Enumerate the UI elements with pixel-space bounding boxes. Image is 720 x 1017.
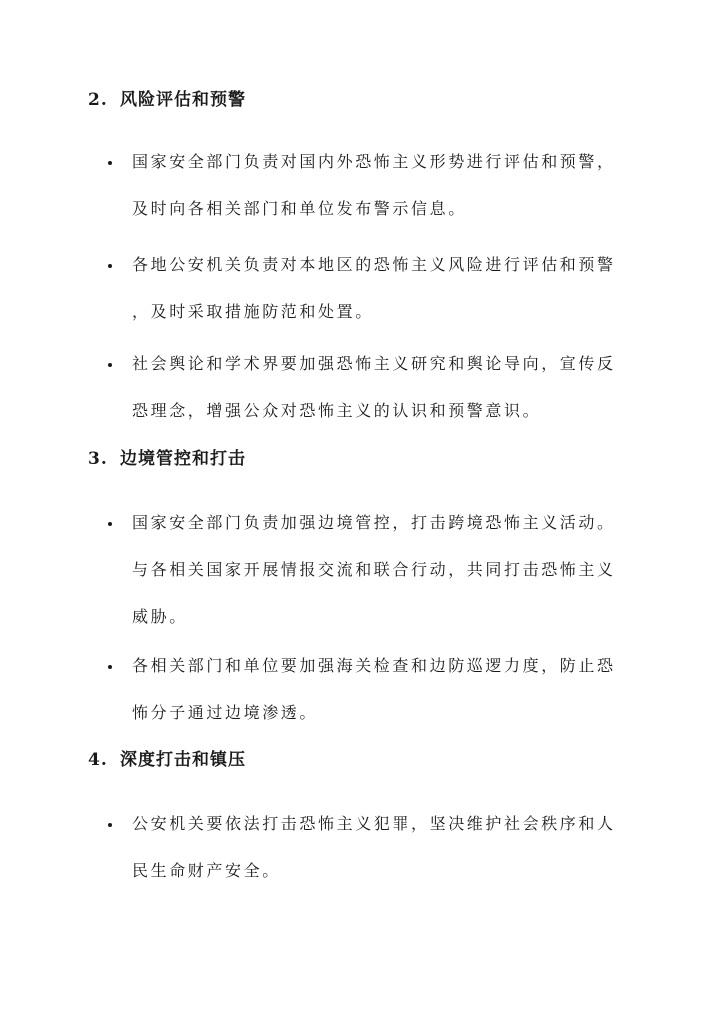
list-item xyxy=(108,511,628,652)
bullet-icon xyxy=(108,522,112,526)
section-number: 3. xyxy=(88,449,108,469)
list-item xyxy=(108,150,628,244)
section-heading-3 xyxy=(88,447,246,471)
list-item xyxy=(108,812,628,906)
list-item-text: 公安机关要依法打击恐怖主义犯罪，坚决维护社会秩序和人 民生命财产安全。 xyxy=(132,814,616,880)
bullet-icon xyxy=(108,264,112,268)
section-heading-4 xyxy=(88,748,246,772)
section-number: 4. xyxy=(88,750,108,770)
section-heading-2 xyxy=(88,88,246,112)
section-title: 边境管控和打击 xyxy=(120,449,246,469)
bullet-icon xyxy=(108,363,112,367)
section-number: 2. xyxy=(88,90,108,110)
list-item-text: 社会舆论和学术界要加强恐怖主义研究和舆论导向，宣传反 恐理念，增强公众对恐怖主义的认识和预警意识。 xyxy=(132,354,616,420)
section-title: 深度打击和镇压 xyxy=(120,750,246,770)
list-item xyxy=(108,654,628,748)
list-item-text: 国家安全部门负责加强边境管控，打击跨境恐怖主义活动。 与各相关国家开展情报交流和联合行动，共同打击恐怖主义 威胁。 xyxy=(132,513,616,626)
bullet-icon xyxy=(108,665,112,669)
section-title: 风险评估和预警 xyxy=(120,90,246,110)
list-item-text: 各相关部门和单位要加强海关检查和边防巡逻力度，防止恐 怖分子通过边境渗透。 xyxy=(132,656,616,722)
bullet-icon xyxy=(108,161,112,165)
list-item-text: 各地公安机关负责对本地区的恐怖主义风险进行评估和预警 ，及时采取措施防范和处置。 xyxy=(132,255,616,321)
list-item xyxy=(108,253,628,347)
bullet-icon xyxy=(108,823,112,827)
list-item-text: 国家安全部门负责对国内外恐怖主义形势进行评估和预警， 及时向各相关部门和单位发布警示信息。 xyxy=(132,152,616,218)
list-item xyxy=(108,352,628,446)
